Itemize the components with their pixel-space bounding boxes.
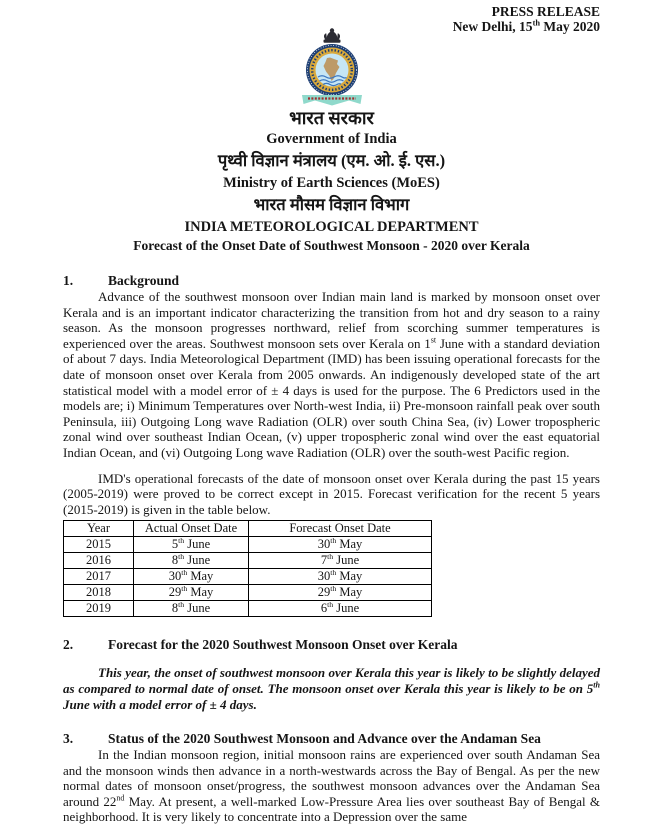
col-header-year: Year [64,521,134,537]
table-row [64,569,432,585]
imd-emblem-icon [292,27,372,107]
cell-forecast: 30th May [249,569,432,585]
background-paragraph-1: Advance of the southwest monsoon over Indian main land is marked by monsoon onset over Kerala and is an important indicator characterizing the transition from hot and dry season to a rainy season. As the monsoon progresses northward, relief from scorching summer temperatures is experienced over the areas. Southwest monsoon sets over Kerala on 1st June with a standard deviation of about 7 days. India Meteorological Department (IMD) has been issuing operational forecasts for the date of monsoon onset over Kerala from 2005 onwards. An indigenously developed state of the art statistical model with a model error of ± 4 days is used for the purpose. The 6 Predictors used in the models are; i) Minimum Temperatures over North-west India, ii) Pre-monsoon rainfall peak over south Peninsula, iii) Outgoing Long wave Radiation (OLR) over south China Sea, (iv) Lower tropospheric zonal wind over southeast Indian Ocean, (v) upper tropospheric zonal wind over the east equatorial Indian Ocean, and (vi) Outgoing Long wave Radiation (OLR) over the south-west Pacific region. [63,289,600,460]
status-paragraph: In the Indian monsoon region, initial monsoon rains are experienced over south Andaman Sea and the monsoon winds then advance in a north-westwards across the Bay of Bengal. As per the new normal dates of monsoon onset/progress, the southwest monsoon advances over the Andaman Sea around 22nd May. At present, a well-marked Low-Pressure Area lies over southeast Bay of Bengal & neighborhood. It is very likely to concentrate into a Depression over the same [63,747,600,825]
section-3-heading [63,731,600,747]
masthead [63,107,600,255]
dept-title-english: INDIA METEOROLOGICAL DEPARTMENT [184,219,479,235]
ministry-title-english: Ministry of Earth Sciences (MoES) [223,175,440,191]
section-3-number: 3. [63,731,74,747]
cell-actual: 8th June [134,553,249,569]
section-2-number: 2. [63,637,74,653]
cell-year: 2019 [64,601,134,617]
cell-forecast: 7th June [249,553,432,569]
dept-title-hindi: भारत मौसम विज्ञान विभाग [253,195,410,214]
cell-forecast: 29th May [249,585,432,601]
cell-year: 2017 [64,569,134,585]
ribbon-banner-icon [302,95,362,106]
ministry-title-hindi: पृथ्वी विज्ञान मंत्रालय (एम. ओ. ई. एस.) [217,151,446,170]
ashoka-capital-icon [323,28,340,42]
section-3-title: Status of the 2020 Southwest Monsoon and Advance over the Andaman Sea [108,731,541,747]
cell-forecast: 6th June [249,601,432,617]
cell-actual: 29th May [134,585,249,601]
cell-actual: 30th May [134,569,249,585]
table-row [64,601,432,617]
col-header-actual: Actual Onset Date [134,521,249,537]
cell-actual: 8th June [134,601,249,617]
col-header-forecast: Forecast Onset Date [249,521,432,537]
section-1-title: Background [108,273,180,288]
table-row [64,585,432,601]
imd-logo [63,27,600,107]
govt-title-english: Government of India [266,131,397,147]
table-row [64,537,432,553]
table-row [64,553,432,569]
cell-forecast: 30th May [249,537,432,553]
document-title: Forecast of the Onset Date of Southwest Monsoon - 2020 over Kerala [133,238,530,253]
cell-year: 2018 [64,585,134,601]
section-2-title: Forecast for the 2020 Southwest Monsoon Onset over Kerala [108,637,458,653]
govt-title-hindi: भारत सरकार [289,108,374,128]
cell-year: 2016 [64,553,134,569]
section-1-number: 1. [63,273,74,288]
section-2-heading [63,637,600,653]
cell-year: 2015 [64,537,134,553]
forecast-paragraph: This year, the onset of southwest monsoon over Kerala this year is likely to be slightly delayed as compared to normal date of onset. The monsoon onset over Kerala this year is likely to be on 5th June with a model error of ± 4 days. [63,665,600,713]
press-release-label: PRESS RELEASE [491,4,600,19]
onset-verification-table [63,520,432,617]
section-1-heading [63,273,600,289]
dateline: New Delhi, 15th May 2020 [452,18,600,34]
cell-actual: 5th June [134,537,249,553]
background-paragraph-2: IMD's operational forecasts of the date of monsoon onset over Kerala during the past 15 years (2005-2019) were proved to be correct except in 2015. Forecast verification for the recent 5 years (2015-2019) is given in the table below. [63,470,600,517]
table-header-row [64,521,432,537]
